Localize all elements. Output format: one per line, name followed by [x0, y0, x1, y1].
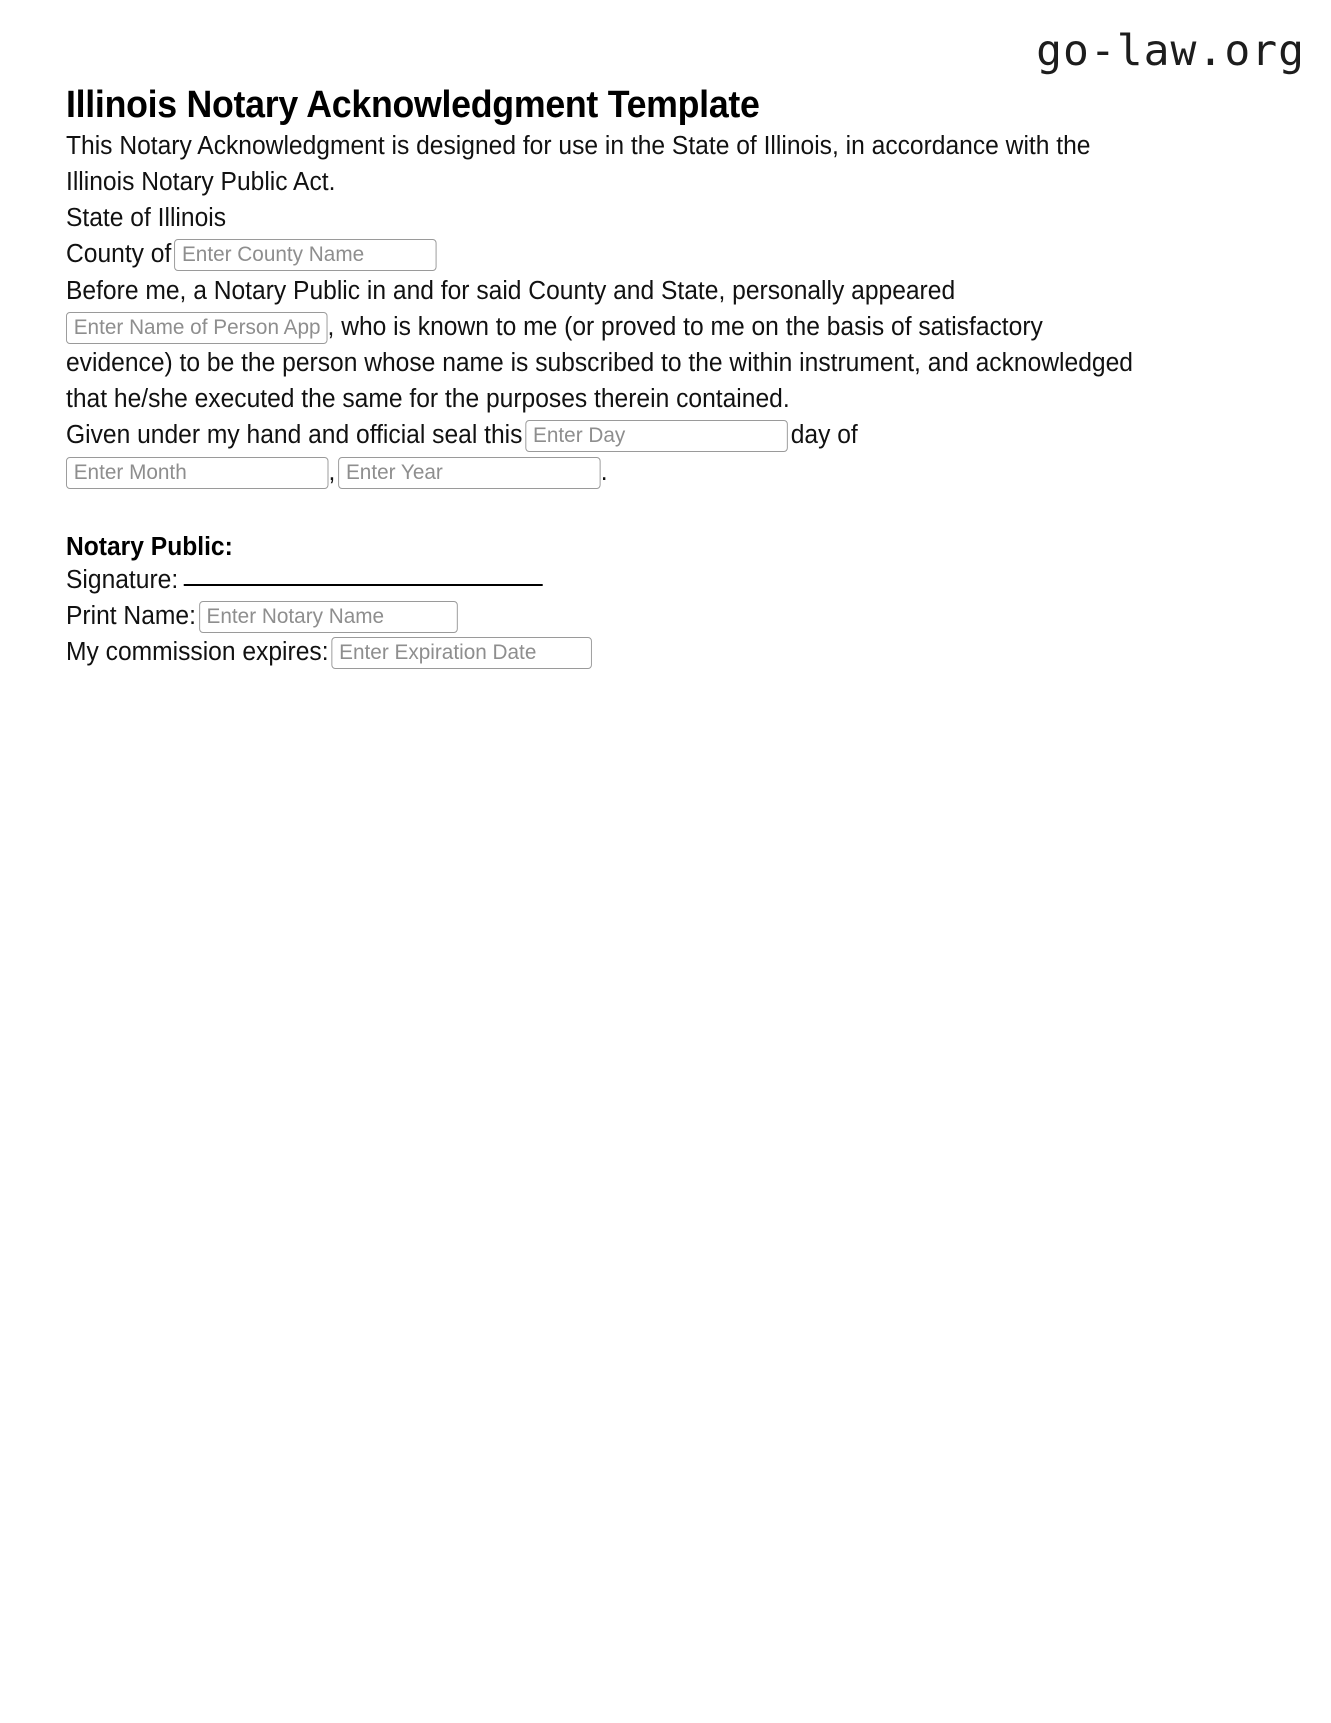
print-name-line: [66, 598, 1137, 634]
person-appearing-input[interactable]: [66, 312, 328, 344]
signature-line: [66, 562, 1137, 598]
appearance-text-after: , who is known to me (or proved to me on the basis of satisfactory evidence) to be the person whose name is subscribed to the within instrument, and acknowledged that he/she executed the same for the purposes therein contained.: [66, 312, 1133, 414]
county-line: [66, 236, 1137, 272]
document-body: [66, 0, 1176, 670]
commission-expires-line: [66, 634, 1137, 670]
day-of-label: day of: [790, 421, 858, 450]
page-title: Illinois Notary Acknowledgment Template: [66, 84, 760, 126]
month-input[interactable]: [66, 457, 328, 489]
county-label: County of: [66, 240, 172, 269]
year-input[interactable]: [338, 457, 600, 489]
seal-date-line: [66, 417, 1137, 453]
signature-label: Signature:: [66, 565, 179, 594]
appearance-paragraph: [66, 273, 1142, 418]
month-year-line: [66, 454, 1137, 490]
site-watermark: go-law.org: [1036, 26, 1305, 76]
state-line: State of Illinois: [66, 204, 227, 233]
intro-paragraph: This Notary Acknowledgment is designed for use in the State of Illinois, in accordance with the Illinois Notary Public Act.: [66, 131, 1091, 196]
month-year-comma: ,: [328, 457, 336, 486]
day-input[interactable]: [525, 420, 787, 452]
print-name-label: Print Name:: [66, 601, 196, 630]
notary-name-input[interactable]: [199, 601, 458, 633]
given-under-hand-label: Given under my hand and official seal this: [66, 421, 523, 450]
expiration-date-input[interactable]: [331, 637, 592, 669]
year-period: .: [600, 457, 608, 486]
appearance-text-before: Before me, a Notary Public in and for said County and State, personally appeared: [66, 276, 956, 305]
signature-rule[interactable]: [184, 584, 543, 586]
commission-expires-label: My commission expires:: [66, 638, 329, 667]
county-input[interactable]: [174, 239, 436, 271]
notary-public-heading: Notary Public:: [66, 532, 233, 561]
